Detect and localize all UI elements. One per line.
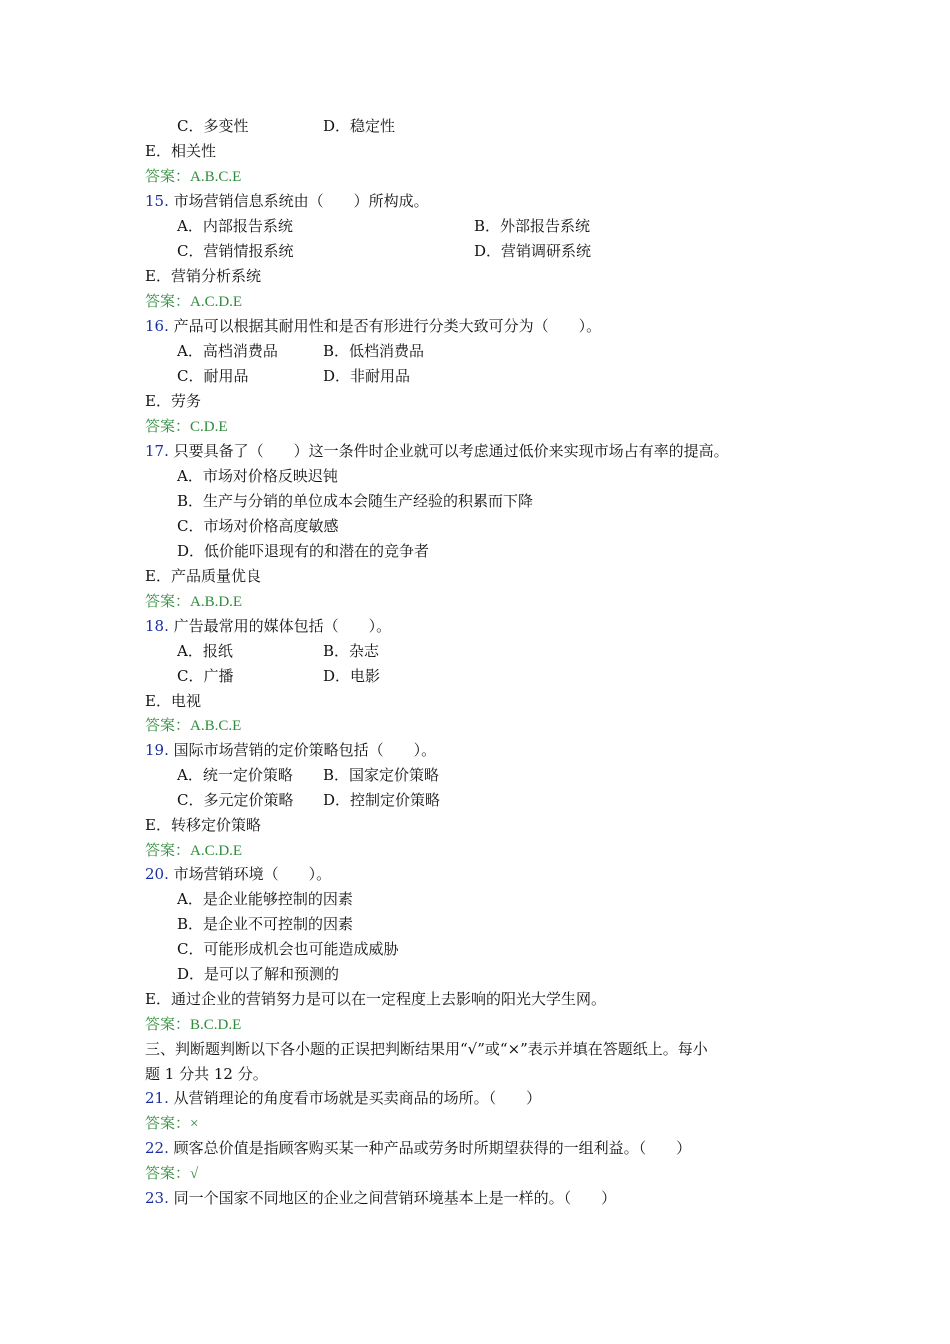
question-number: 15. (145, 192, 169, 210)
answer-label: 答案： (145, 592, 191, 610)
question-text: 产品可以根据其耐用性和是否有形进行分类大致可分为（ ）。 (173, 317, 602, 335)
q19-option-d: D．控制定价策略 (323, 791, 441, 809)
section3-heading-line1: 三、判断题判断以下各小题的正误把判断结果用“√”或“×”表示并填在答题纸上。每小 (145, 1040, 708, 1058)
q19-option-e: E．转移定价策略 (145, 816, 261, 834)
q15-option-b: B．外部报告系统 (474, 217, 591, 235)
q16-option-e: E．劳务 (145, 392, 201, 410)
question-text: 广告最常用的媒体包括（ ）。 (173, 617, 392, 635)
q20-option-d: D．是可以了解和预测的 (177, 965, 340, 983)
answer-value: A.B.D.E (190, 594, 243, 610)
q20-option-e: E．通过企业的营销努力是可以在一定程度上去影响的阳光大学生网。 (145, 990, 606, 1008)
answer-label: 答案： (145, 417, 191, 435)
q18-stem (145, 616, 391, 636)
question-number: 20. (145, 865, 169, 883)
q17-option-e: E．产品质量优良 (145, 567, 261, 585)
q16-option-d: D．非耐用品 (323, 367, 411, 385)
question-number: 23. (145, 1189, 169, 1207)
q20-stem (145, 864, 331, 884)
q14-option-c: C．多变性 (177, 117, 249, 135)
answer-value: A.B.C.E (190, 169, 242, 185)
answer-value: A.C.D.E (190, 843, 243, 859)
q17-answer (145, 591, 242, 612)
question-number: 19. (145, 741, 169, 759)
q16-option-b: B．低档消费品 (323, 342, 425, 360)
q17-option-d: D．低价能吓退现有的和潜在的竞争者 (177, 542, 430, 560)
q14-option-d: D．稳定性 (323, 117, 396, 135)
q15-option-e: E．营销分析系统 (145, 267, 261, 285)
q15-option-c: C．营销情报系统 (177, 242, 294, 260)
q16-stem (145, 316, 601, 336)
answer-label: 答案： (145, 167, 191, 185)
q14-answer (145, 166, 241, 187)
q15-stem (145, 191, 429, 211)
q23-stem (145, 1188, 616, 1208)
q21-answer (145, 1113, 198, 1134)
answer-value: A.B.C.E (190, 718, 242, 734)
q17-option-b: B．生产与分销的单位成本会随生产经验的积累而下降 (177, 492, 534, 510)
q17-option-a: A．市场对价格反映迟钝 (177, 467, 338, 485)
answer-label: 答案： (145, 1164, 191, 1182)
answer-value: B.C.D.E (190, 1017, 242, 1033)
q20-answer (145, 1014, 241, 1035)
q16-option-c: C．耐用品 (177, 367, 249, 385)
q18-option-b: B．杂志 (323, 642, 380, 660)
q18-option-e: E．电视 (145, 692, 201, 710)
q22-stem (145, 1138, 691, 1158)
q16-option-a: A．高档消费品 (177, 342, 278, 360)
answer-value: √ (190, 1166, 199, 1182)
answer-label: 答案： (145, 1015, 191, 1033)
answer-value: A.C.D.E (190, 294, 243, 310)
q19-stem (145, 740, 436, 760)
q19-answer (145, 840, 242, 861)
answer-label: 答案： (145, 1114, 191, 1132)
q19-option-b: B．国家定价策略 (323, 766, 440, 784)
q19-option-a: A．统一定价策略 (177, 766, 293, 784)
q18-option-d: D．电影 (323, 667, 381, 685)
q18-option-c: C．广播 (177, 667, 234, 685)
question-text: 同一个国家不同地区的企业之间营销环境基本上是一样的。（ ） (173, 1189, 617, 1207)
q15-option-a: A．内部报告系统 (177, 217, 293, 235)
section3-heading-line2: 题 1 分共 12 分。 (145, 1065, 268, 1083)
q14-option-e: E．相关性 (145, 142, 216, 160)
q17-option-c: C．市场对价格高度敏感 (177, 517, 339, 535)
q21-stem (145, 1088, 541, 1108)
question-number: 21. (145, 1089, 169, 1107)
question-text: 市场营销环境（ ）。 (173, 865, 332, 883)
q15-answer (145, 291, 242, 312)
answer-value: × (190, 1116, 199, 1132)
q16-answer (145, 416, 228, 437)
question-number: 16. (145, 317, 169, 335)
question-text: 只要具备了（ ）这一条件时企业就可以考虑通过低价来实现市场占有率的提高。 (173, 442, 729, 460)
question-text: 从营销理论的角度看市场就是买卖商品的场所。（ ） (173, 1089, 542, 1107)
q20-option-a: A．是企业能够控制的因素 (177, 890, 353, 908)
answer-value: C.D.E (190, 419, 228, 435)
q17-stem (145, 441, 729, 461)
question-number: 18. (145, 617, 169, 635)
q20-option-b: B．是企业不可控制的因素 (177, 915, 354, 933)
question-text: 顾客总价值是指顾客购买某一种产品或劳务时所期望获得的一组利益。（ ） (173, 1139, 692, 1157)
q15-option-d: D．营销调研系统 (474, 242, 592, 260)
q19-option-c: C．多元定价策略 (177, 791, 294, 809)
q20-option-c: C．可能形成机会也可能造成威胁 (177, 940, 399, 958)
question-text: 国际市场营销的定价策略包括（ ）。 (173, 741, 437, 759)
answer-label: 答案： (145, 716, 191, 734)
question-text: 市场营销信息系统由（ ）所构成。 (173, 192, 429, 210)
answer-label: 答案： (145, 841, 191, 859)
answer-label: 答案： (145, 292, 191, 310)
question-number: 17. (145, 442, 169, 460)
q22-answer (145, 1163, 198, 1184)
q18-answer (145, 715, 241, 736)
q18-option-a: A．报纸 (177, 642, 233, 660)
question-number: 22. (145, 1139, 169, 1157)
